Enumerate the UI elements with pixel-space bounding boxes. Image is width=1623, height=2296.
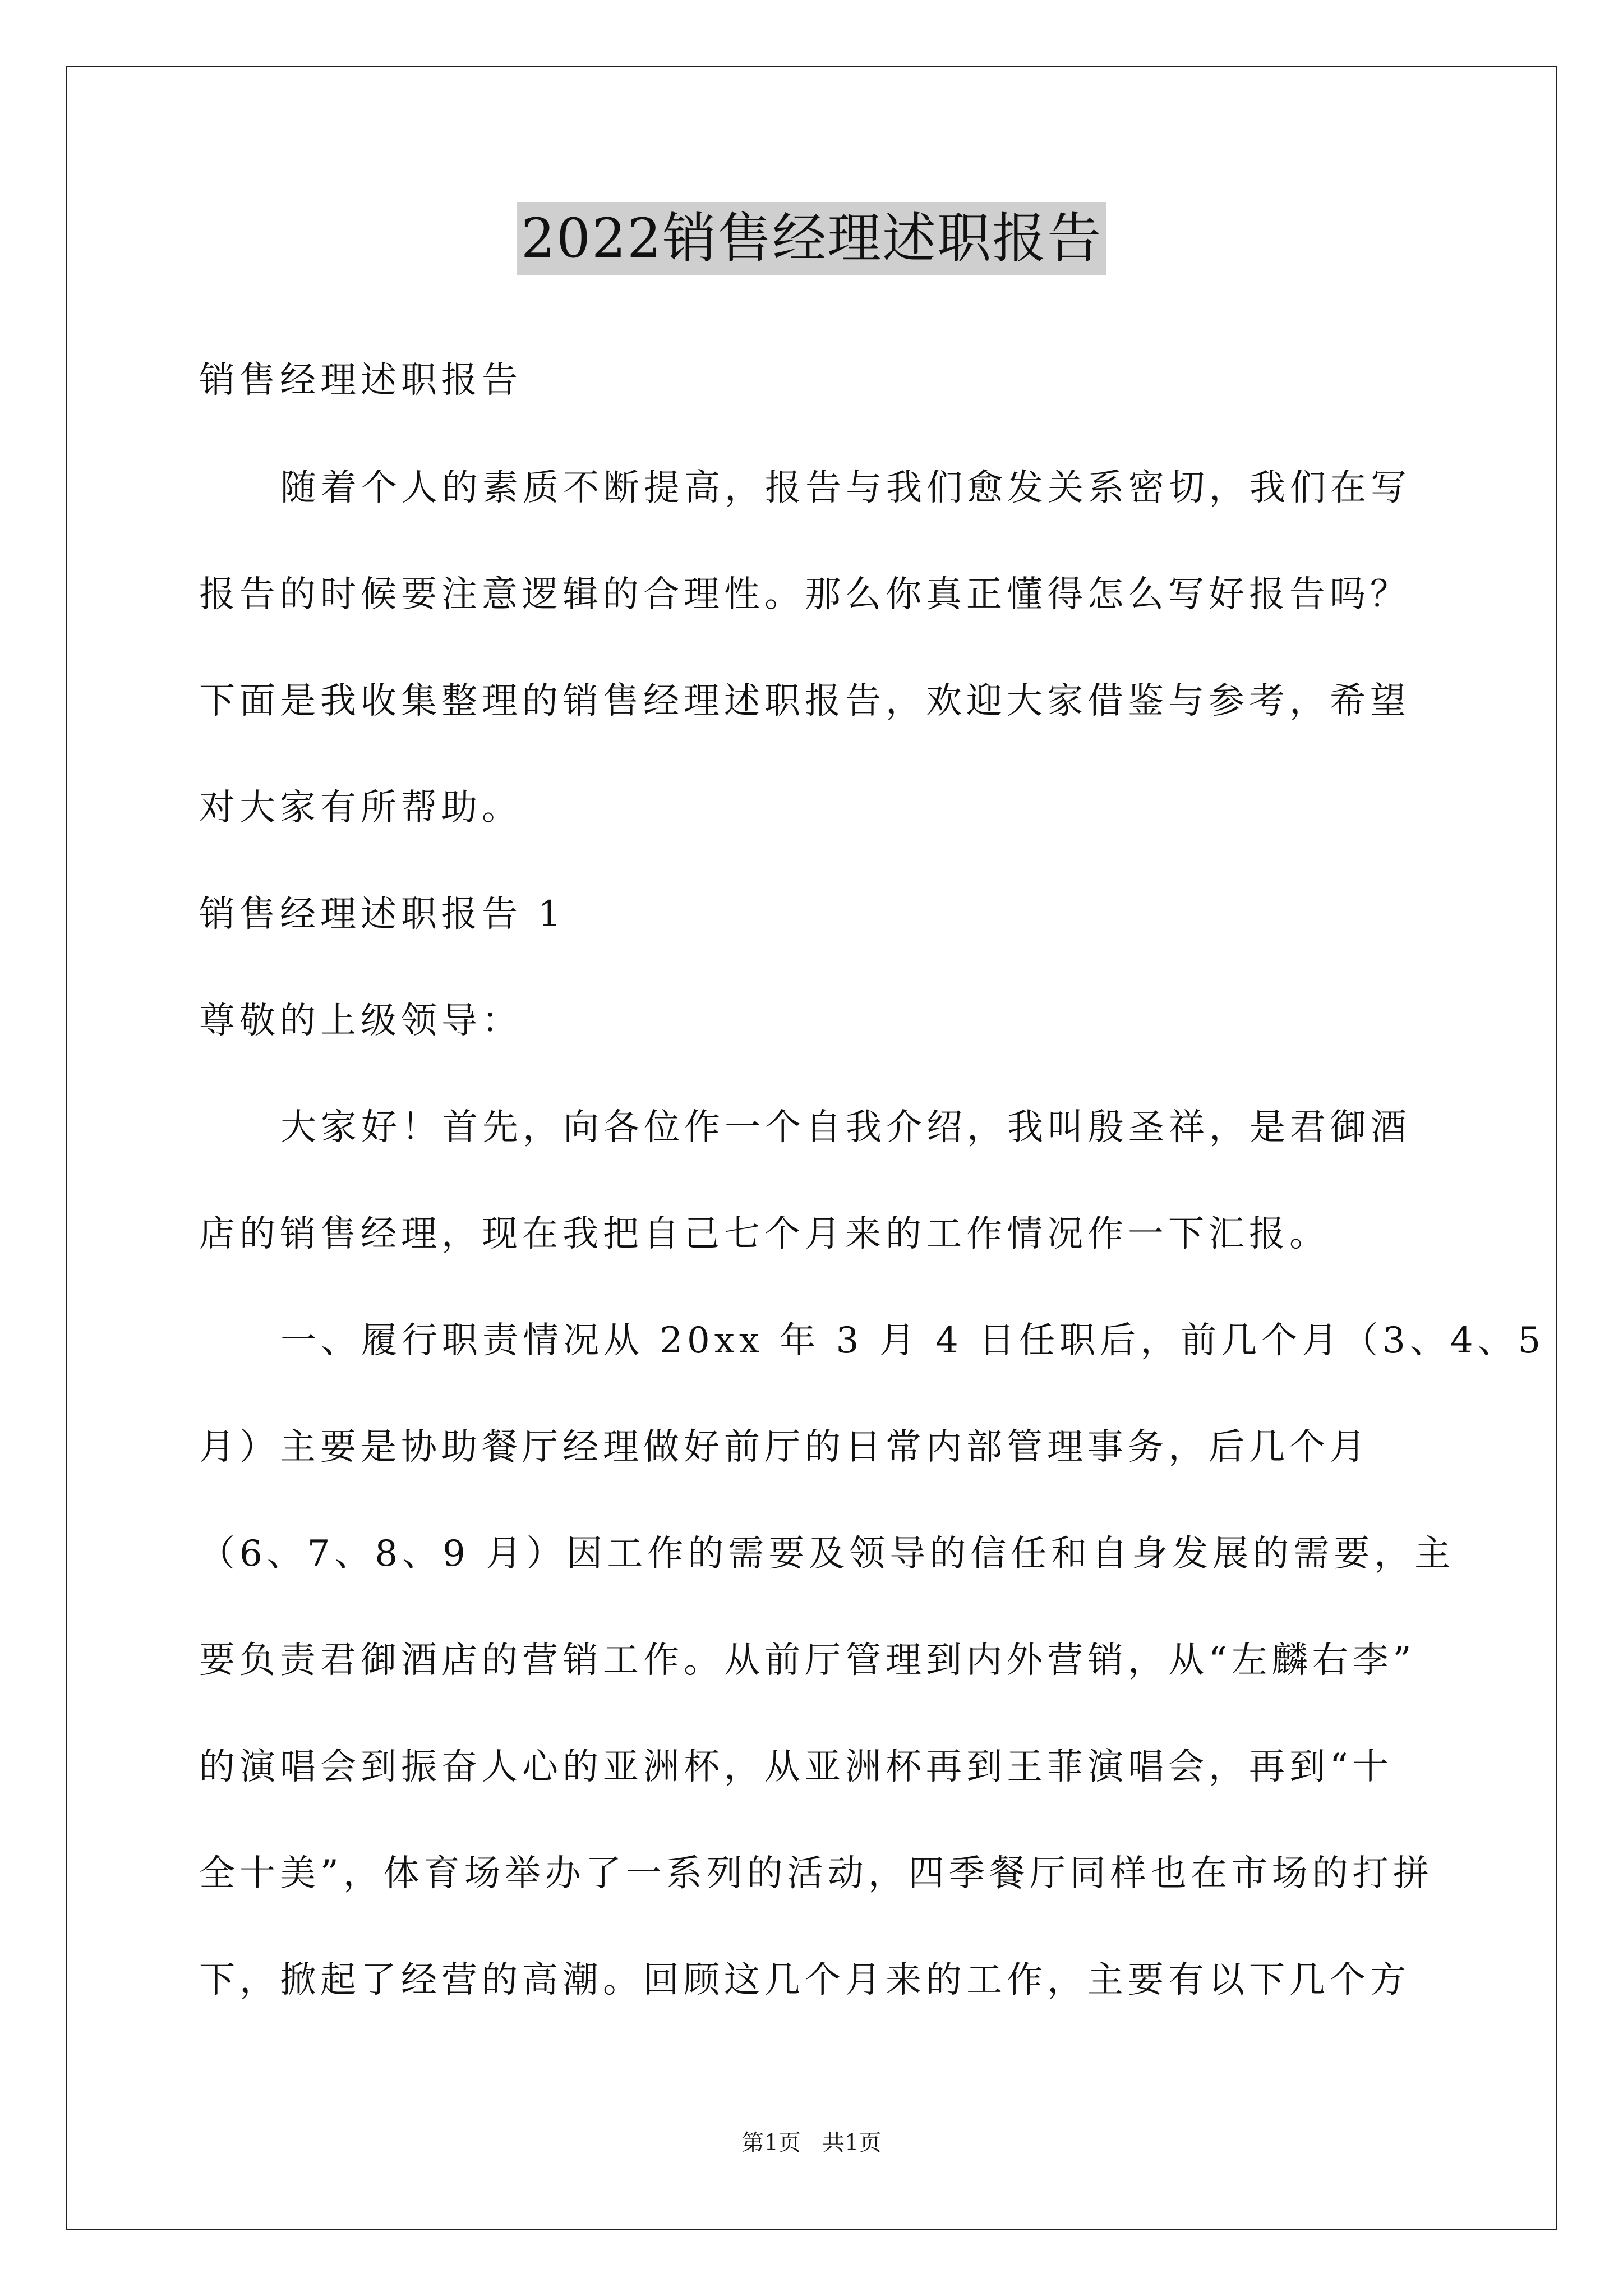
title-container bbox=[0, 202, 1623, 275]
paragraph-line: 下，掀起了经营的高潮。回顾这几个月来的工作，主要有以下几个方 bbox=[199, 1959, 1410, 2001]
paragraph-line: 报告的时候要注意逻辑的合理性。那么你真正懂得怎么写好报告吗？ bbox=[199, 574, 1410, 615]
paragraph-line: 一、履行职责情况从 20xx 年 3 月 4 日任职后，前几个月（3、4、5 bbox=[280, 1320, 1546, 1361]
paragraph-line: 全十美”，体育场举办了一系列的活动，四季餐厅同样也在市场的打拼 bbox=[199, 1853, 1433, 1894]
paragraph-line: 对大家有所帮助。 bbox=[199, 787, 522, 829]
paragraph-line: 要负责君御酒店的营销工作。从前厅管理到内外营销，从“左麟右李” bbox=[199, 1640, 1416, 1681]
subtitle-line: 销售经理述职报告 bbox=[199, 360, 522, 401]
paragraph-line: （6、7、8、9 月）因工作的需要及领导的信任和自身发展的需要，主 bbox=[199, 1533, 1455, 1575]
paragraph-line: 大家好！首先，向各位作一个自我介绍，我叫殷圣祥，是君御酒 bbox=[280, 1107, 1411, 1148]
document-title: 2022销售经理述职报告 bbox=[517, 202, 1106, 275]
paragraph-line: 月）主要是协助餐厅经理做好前厅的日常内部管理事务，后几个月 bbox=[199, 1427, 1370, 1468]
paragraph-line: 随着个人的素质不断提高，报告与我们愈发关系密切，我们在写 bbox=[280, 467, 1411, 509]
salutation: 尊敬的上级领导： bbox=[199, 1000, 522, 1042]
paragraph-line: 下面是我收集整理的销售经理述职报告，欢迎大家借鉴与参考，希望 bbox=[199, 680, 1410, 722]
paragraph-line: 的演唱会到振奋人心的亚洲杯，从亚洲杯再到王菲演唱会，再到“十 bbox=[199, 1746, 1393, 1788]
page-footer: 第1页 共1页 bbox=[741, 2130, 882, 2156]
paragraph-line: 店的销售经理，现在我把自己七个月来的工作情况作一下汇报。 bbox=[199, 1213, 1330, 1255]
section-heading: 销售经理述职报告 1 bbox=[199, 894, 566, 935]
